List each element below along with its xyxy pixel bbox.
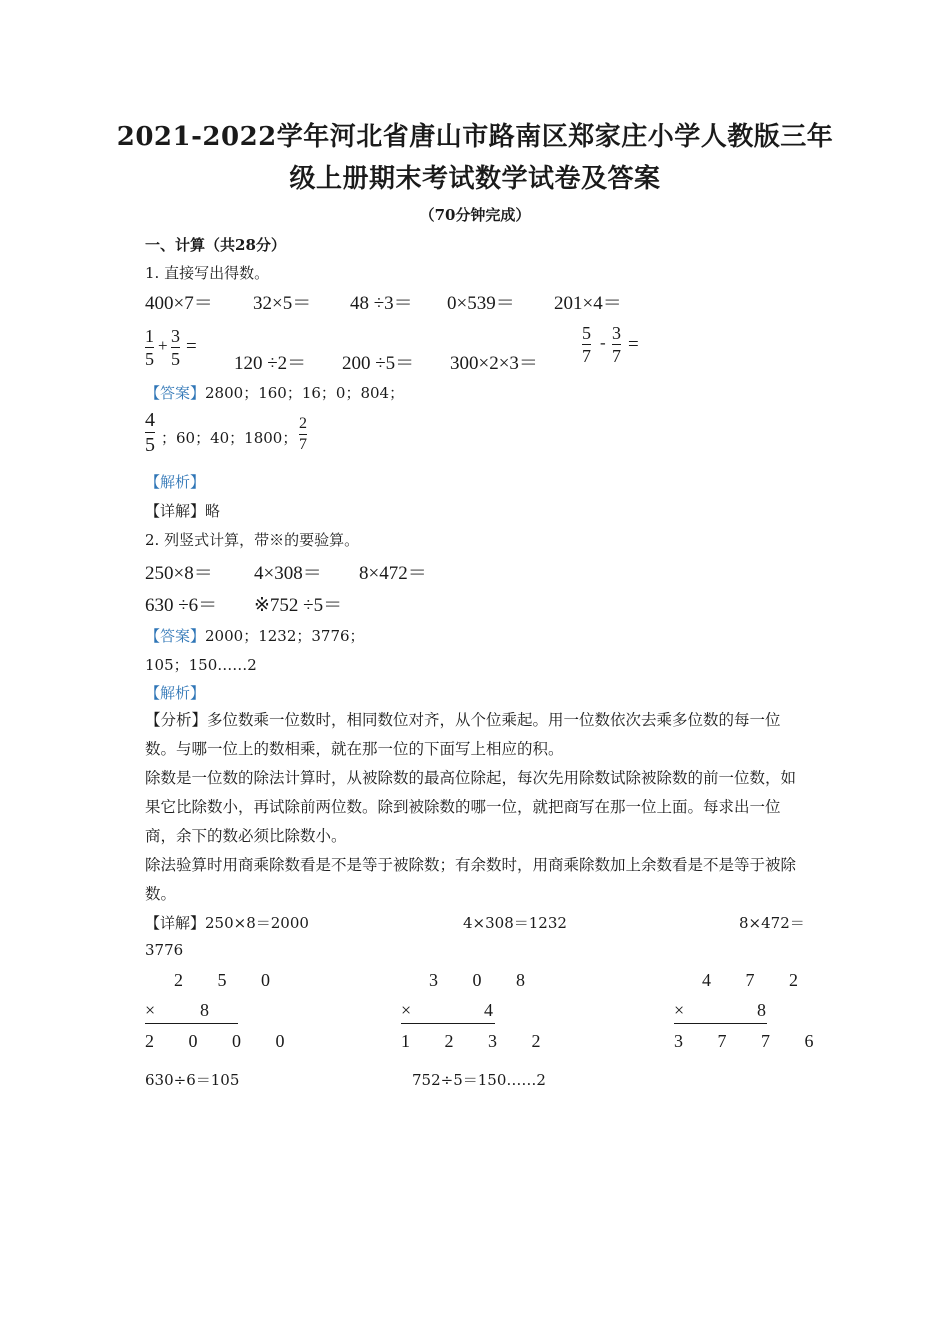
q1-answer-line2: ；60；40；1800；: [161, 429, 298, 447]
vertical-3-sign: ×: [674, 1000, 685, 1020]
denominator: 7: [582, 346, 591, 366]
vertical-2-top: 3 0 8: [429, 970, 540, 990]
q2-analysis-label: 【解析】: [145, 684, 206, 702]
numerator: 3: [612, 323, 621, 343]
page-title-line1: 2021-2022学年河北省唐山市路南区郑家庄小学人教版三年: [116, 122, 834, 152]
q2-detail-eq3-result: 3776: [145, 941, 184, 959]
detail-eq: 250×8＝2000: [205, 914, 309, 932]
q2-division-paragraph: 除数是一位数的除法计算时，从被除数的最高位除起，每次先用除数试除被除数的前一位数，如果它比除数小，再试除前两位数。除到被除数的哪一位，就把商写在那一位上面。每求出一位商，余下的数必须比除数小。: [145, 769, 797, 845]
q1-expr-5: 201×4＝: [554, 293, 622, 314]
q1-expr-3: 48 ÷3＝: [350, 293, 413, 314]
q2-detail-eq3: 8×472＝: [739, 914, 805, 932]
q1-answer: [145, 382, 404, 403]
q1-expr-7: 200 ÷5＝: [342, 353, 415, 374]
q2-detail-eq4: 630÷6＝105: [145, 1071, 240, 1089]
denominator: 5: [145, 434, 155, 456]
time-limit-subtitle: （70分钟完成）: [419, 206, 531, 224]
q2-detail-eq1: [145, 912, 309, 933]
vertical-3-result: 3 7 7 6: [674, 1031, 829, 1051]
fraction-bar: [145, 347, 154, 348]
q1-prompt: 1. 直接写出得数。: [145, 264, 270, 282]
fraction-bar: [299, 434, 307, 435]
vertical-3-multiplier: 8: [757, 1000, 766, 1020]
q1-expr-4: 0×539＝: [447, 293, 515, 314]
q1-expr-2: 32×5＝: [253, 293, 312, 314]
detail-text: 略: [205, 502, 221, 520]
vertical-2-line: [401, 1023, 495, 1024]
denominator: 5: [171, 349, 180, 369]
q1-analysis-label: 【解析】: [145, 473, 206, 491]
numerator: 5: [582, 323, 591, 343]
vertical-2-sign: ×: [401, 1000, 412, 1020]
fraction-bar: [612, 344, 621, 345]
q2-answer-line2: 105；150……2: [145, 656, 257, 674]
vertical-1-top: 2 5 0: [174, 970, 285, 990]
denominator: 7: [612, 346, 621, 366]
q1-frac-d: [612, 324, 621, 365]
numerator: 1: [145, 326, 154, 346]
q1-detail: [145, 500, 220, 521]
vertical-1-sign: ×: [145, 1000, 156, 1020]
fraction-bar: [582, 344, 591, 345]
vertical-1-line: [145, 1023, 238, 1024]
fenxi-label: 【分析】: [145, 711, 208, 729]
q2-expr-3: 8×472＝: [359, 563, 427, 584]
q1-minus-sign: -: [600, 333, 606, 352]
vertical-2-result: 1 2 3 2: [401, 1031, 556, 1051]
section-heading: 一、计算（共28分）: [145, 236, 286, 254]
fraction-bar: [145, 432, 155, 433]
numerator: 3: [171, 326, 180, 346]
denominator: 5: [145, 349, 154, 369]
q2-expr-5: ※752 ÷5＝: [254, 595, 343, 616]
q1-frac-sub-equals: =: [628, 334, 639, 355]
q2-prompt: 2. 列竖式计算，带※的要验算。: [145, 531, 360, 549]
q1-expr-6: 120 ÷2＝: [234, 353, 307, 374]
q2-detail-eq5: 752÷5＝150……2: [412, 1071, 546, 1089]
answer-text: 2000；1232；3776；: [205, 627, 365, 645]
q2-answer: [145, 625, 365, 646]
q1-expr-1: 400×7＝: [145, 293, 213, 314]
q2-expr-4: 630 ÷6＝: [145, 595, 218, 616]
fenxi-text: 多位数乘一位数时，相同数位对齐，从个位乘起。用一位数依次去乘多位数的每一位数。与哪一位上的数相乘，就在那一位的下面写上相应的积。: [145, 711, 781, 758]
fraction-bar: [171, 347, 180, 348]
q1-frac-c: [582, 324, 591, 365]
denominator: 7: [299, 436, 307, 453]
q2-fenxi-paragraph: [145, 706, 810, 764]
vertical-2-multiplier: 4: [484, 1000, 493, 1020]
q2-expr-1: 250×8＝: [145, 563, 213, 584]
q1-plus-sign: +: [158, 336, 168, 355]
vertical-3-top: 4 7 2: [702, 970, 813, 990]
q2-expr-2: 4×308＝: [254, 563, 322, 584]
page-title-line2: 级上册期末考试数学试卷及答案: [289, 164, 661, 194]
q1-expr-8: 300×2×3＝: [450, 353, 538, 374]
vertical-1-multiplier: 8: [200, 1000, 209, 1020]
detail-label: 【详解】: [145, 502, 206, 520]
vertical-3-line: [674, 1023, 767, 1024]
q1-frac-equals: =: [186, 336, 197, 357]
q2-detail-eq2: 4×308＝1232: [463, 914, 567, 932]
answer-label: 【答案】: [145, 384, 206, 402]
q1-frac-a: [145, 327, 154, 368]
detail-label: 【详解】: [145, 914, 206, 932]
q1-answer-frac-2: [299, 416, 307, 453]
numerator: 4: [145, 409, 155, 431]
vertical-1-result: 2 0 0 0: [145, 1031, 300, 1051]
q2-check-paragraph: 除法验算时用商乘除数看是不是等于被除数；有余数时，用商乘除数加上余数看是不是等于被除数。: [145, 856, 797, 903]
answer-text: 2800；160；16；0；804；: [205, 384, 405, 402]
numerator: 2: [299, 415, 307, 432]
answer-label: 【答案】: [145, 627, 206, 645]
q1-answer-frac-1: [145, 410, 155, 455]
q1-frac-b: [171, 327, 180, 368]
